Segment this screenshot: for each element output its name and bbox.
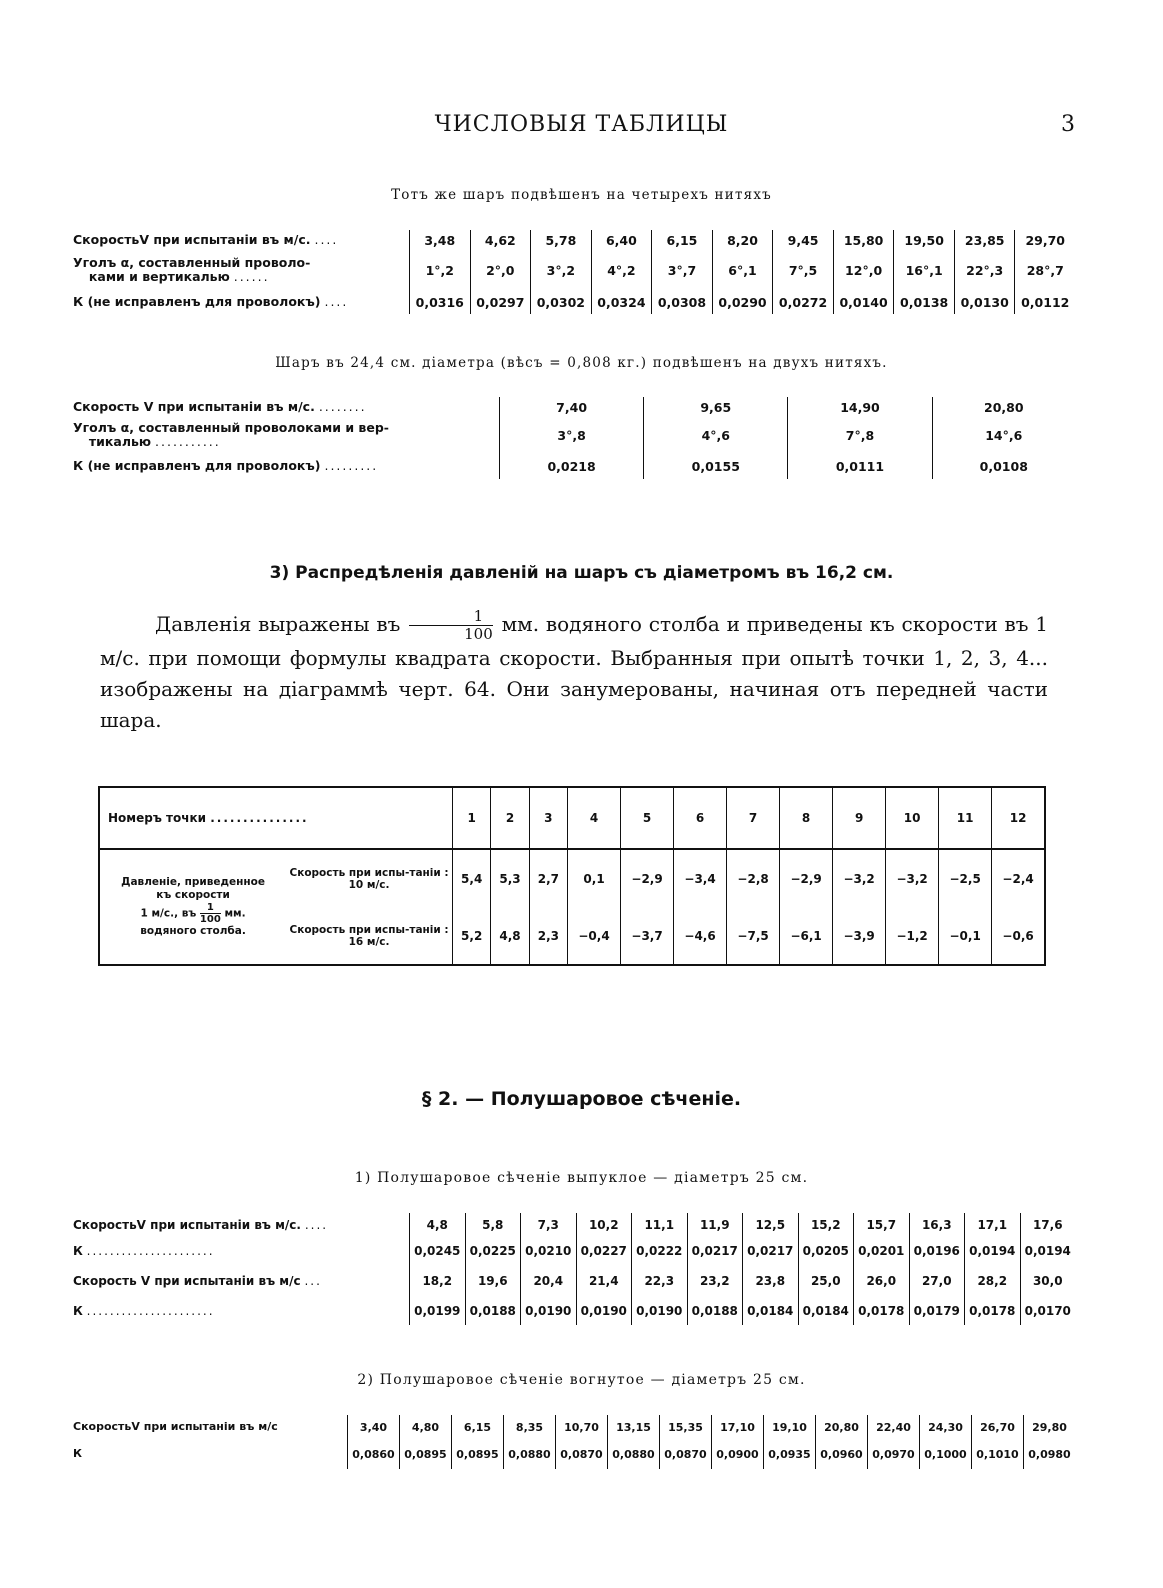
cell: 5,4	[453, 849, 491, 908]
cell: 0,0138	[894, 290, 955, 314]
cell: 0,0184	[798, 1297, 854, 1325]
cell: 7,40	[500, 397, 644, 417]
cell: 17,10	[712, 1415, 764, 1439]
cell: 2,7	[529, 849, 567, 908]
point-number: 4	[568, 788, 621, 849]
cell: 0,0217	[743, 1237, 799, 1265]
cell: 0,0178	[854, 1297, 910, 1325]
cell: 23,8	[743, 1265, 799, 1297]
cell: 0,0960	[816, 1439, 868, 1469]
cell: 22°,3	[954, 250, 1015, 290]
cell: 6,15	[452, 1415, 504, 1439]
cell: 26,70	[972, 1415, 1024, 1439]
cell: 27,0	[909, 1265, 965, 1297]
cell: 20,4	[521, 1265, 577, 1297]
point-number: 2	[491, 788, 529, 849]
cell: −3,4	[674, 849, 727, 908]
cell: 6,15	[652, 230, 713, 250]
cell: 28,2	[965, 1265, 1021, 1297]
points-left-label	[100, 849, 286, 964]
cell: 16,3	[909, 1213, 965, 1237]
cell: 0,0980	[1024, 1439, 1076, 1469]
cell: 28°,7	[1015, 250, 1075, 290]
cell: 0,0870	[556, 1439, 608, 1469]
cell: 17,1	[965, 1213, 1021, 1237]
cell: 6,40	[591, 230, 652, 250]
convex-k-label-b: К	[73, 1304, 83, 1318]
cell: 0,0111	[788, 453, 932, 479]
cell: 7,3	[521, 1213, 577, 1237]
cell: 0,0201	[854, 1237, 910, 1265]
cell: 0,0130	[954, 290, 1015, 314]
table1-angle-label-2: ками и вертикалью	[88, 269, 230, 284]
cell: −3,9	[833, 908, 886, 964]
cell: 4,8	[491, 908, 529, 964]
cell: 0,0140	[833, 290, 894, 314]
cell: 0,0190	[576, 1297, 632, 1325]
cell: 20,80	[816, 1415, 868, 1439]
cell: 0,0316	[410, 290, 471, 314]
cell: 0,1000	[920, 1439, 972, 1469]
cell: 0,0900	[712, 1439, 764, 1469]
points-header-label: Номеръ точки	[108, 811, 207, 825]
cell: 7°,5	[773, 250, 834, 290]
cell: 0,0205	[798, 1237, 854, 1265]
table2-speed-row: Скорость V при испытаніи въ м/с. ........ 7,40 9,65 14,90 20,80	[70, 397, 1075, 417]
cell: 12°,0	[833, 250, 894, 290]
cell: 0,0210	[521, 1237, 577, 1265]
frac-num: 1	[200, 902, 221, 914]
cell: 0,0218	[500, 453, 644, 479]
cell: 19,10	[764, 1415, 816, 1439]
cell: 0,0112	[1015, 290, 1075, 314]
page-number: 3	[1061, 112, 1075, 137]
cell: 22,3	[632, 1265, 688, 1297]
table1-caption: Тотъ же шаръ подвѣшенъ на четырехъ нитяхъ	[391, 187, 772, 203]
cell: 0,0272	[773, 290, 834, 314]
concave-speed-row	[70, 1415, 1075, 1439]
cell: 0,0170	[1020, 1297, 1075, 1325]
cell: 0,0860	[348, 1439, 400, 1469]
cell: 9,45	[773, 230, 834, 250]
left-line: къ скорости	[156, 889, 230, 901]
cell: 24,30	[920, 1415, 972, 1439]
cell: 11,1	[632, 1213, 688, 1237]
cell: 21,4	[576, 1265, 632, 1297]
cell: 0,0188	[465, 1297, 521, 1325]
cell: 0,0194	[965, 1237, 1021, 1265]
page-title: ЧИСЛОВЫЯ ТАБЛИЦЫ	[434, 112, 729, 137]
cell: 0,0880	[608, 1439, 660, 1469]
fraction	[200, 902, 221, 925]
cell: 29,80	[1024, 1415, 1076, 1439]
cell: 3°,2	[531, 250, 592, 290]
frac-den: 100	[199, 914, 221, 925]
cell: 0,0308	[652, 290, 713, 314]
cell: 0,1	[568, 849, 621, 908]
cell: −0,4	[568, 908, 621, 964]
points-header-row: Номеръ точки ............... 1 2 3 4 5 6 7 8 9 10 11 12	[100, 788, 1044, 849]
convex-speed-row-b: Скорость V при испытаніи въ м/с ... 18,2 19,6 20,4 21,4 22,3 23,2 23,8 25,0 26,0 27,0 28,2 30,0	[70, 1265, 1075, 1297]
table2-angle-row: Уголъ α, составленный проволоками и вер- тикалью ........... 3°,8 4°,6 7°,8 14°,6	[70, 417, 1075, 453]
cell: 3,48	[410, 230, 471, 250]
speed-16-label: Скорость при испы-таніи : 16 м/с.	[289, 923, 449, 948]
cell: 0,0178	[965, 1297, 1021, 1325]
cell: −2,9	[621, 849, 674, 908]
cell: −3,2	[833, 849, 886, 908]
convex-speed-label-b: Скорость V при испытаніи въ м/с	[73, 1274, 301, 1288]
cell: −2,4	[992, 849, 1044, 908]
point-number: 10	[886, 788, 939, 849]
cell: 15,80	[833, 230, 894, 250]
cell: 4,8	[410, 1213, 466, 1237]
cell: 23,85	[954, 230, 1015, 250]
concave-table	[70, 1415, 1075, 1469]
cell: 0,0184	[743, 1297, 799, 1325]
cell: 0,0190	[632, 1297, 688, 1325]
cell: 30,0	[1020, 1265, 1075, 1297]
table1-angle-row: Уголъ α, составленный проволо- ками и вертикалью ...... 1°,2 2°,0 3°,2 4°,2 3°,7 6°,1 7°,5 12°,0 16°,1 22°,3 28°,7	[70, 250, 1075, 290]
cell: 16°,1	[894, 250, 955, 290]
cell: 0,0895	[452, 1439, 504, 1469]
cell: 5,8	[465, 1213, 521, 1237]
table1	[70, 230, 1075, 314]
cell: 3°,8	[500, 417, 644, 453]
cell: 8,20	[712, 230, 773, 250]
cell: 0,0302	[531, 290, 592, 314]
cell: 0,0222	[632, 1237, 688, 1265]
cell: 12,5	[743, 1213, 799, 1237]
convex-speed-row-a: СкоростьV при испытаніи въ м/с. .... 4,8 5,8 7,3 10,2 11,1 11,9 12,5 15,2 15,7 16,3 17,1 17,6	[70, 1213, 1075, 1237]
cell: −0,1	[939, 908, 992, 964]
cell: 10,70	[556, 1415, 608, 1439]
cell: 0,0155	[644, 453, 788, 479]
cell: 25,0	[798, 1265, 854, 1297]
cell: 2°,0	[470, 250, 531, 290]
point-number: 5	[621, 788, 674, 849]
table2-angle-label-2: тикалью	[88, 434, 152, 449]
cell: 0,0227	[576, 1237, 632, 1265]
cell: 7°,8	[788, 417, 932, 453]
cell: 5,2	[453, 908, 491, 964]
cell: −2,8	[727, 849, 780, 908]
cell: 15,35	[660, 1415, 712, 1439]
cell: 0,0194	[1020, 1237, 1075, 1265]
cell: 4°,2	[591, 250, 652, 290]
point-number: 12	[992, 788, 1044, 849]
cell: 4°,6	[644, 417, 788, 453]
cell: 0,0188	[687, 1297, 743, 1325]
cell: 0,0108	[932, 453, 1075, 479]
cell: −7,5	[727, 908, 780, 964]
cell: 19,6	[465, 1265, 521, 1297]
cell: 1°,2	[410, 250, 471, 290]
cell: 19,50	[894, 230, 955, 250]
cell: 5,78	[531, 230, 592, 250]
cell: −0,6	[992, 908, 1044, 964]
cell: 14°,6	[932, 417, 1075, 453]
table1-speed-row: СкоростьV при испытаніи въ м/с. .... 3,48 4,62 5,78 6,40 6,15 8,20 9,45 15,80 19,50 23,85 29,70	[70, 230, 1075, 250]
cell: 0,0199	[410, 1297, 466, 1325]
cell: 9,65	[644, 397, 788, 417]
cell: −3,7	[621, 908, 674, 964]
point-number: 3	[529, 788, 567, 849]
table2-speed-label: Скорость V при испытаніи въ м/с.	[73, 399, 315, 414]
section2-title: § 2. — Полушаровое сѣченіе.	[421, 1088, 742, 1110]
cell: 0,1010	[972, 1439, 1024, 1469]
cell: 14,90	[788, 397, 932, 417]
cell: −1,2	[886, 908, 939, 964]
cell: 18,2	[410, 1265, 466, 1297]
convex-caption: 1) Полушаровое сѣченіе выпуклое — діаметръ 25 см.	[354, 1170, 809, 1186]
cell: 0,0190	[521, 1297, 577, 1325]
cell: 6°,1	[712, 250, 773, 290]
cell: 4,62	[470, 230, 531, 250]
convex-k-row-b: К ...................... 0,0199 0,0188 0,0190 0,0190 0,0190 0,0188 0,0184 0,0184 0,0178 0,0179 0,0178 0,0170	[70, 1297, 1075, 1325]
table1-k-row: К (не исправленъ для проволокъ) .... 0,0316 0,0297 0,0302 0,0324 0,0308 0,0290 0,0272 0,0140 0,0138 0,0130 0,0112	[70, 290, 1075, 314]
cell: −3,2	[886, 849, 939, 908]
point-number: 1	[453, 788, 491, 849]
cell: 0,0935	[764, 1439, 816, 1469]
table2-caption: Шаръ въ 24,4 см. діаметра (вѣсъ = 0,808 кг.) подвѣшенъ на двухъ нитяхъ.	[275, 355, 888, 371]
table2	[70, 397, 1075, 479]
table1-speed-label: СкоростьV при испытаніи въ м/с.	[73, 232, 311, 247]
cell: 0,0895	[400, 1439, 452, 1469]
left-line: мм.	[224, 907, 246, 920]
point-number: 11	[939, 788, 992, 849]
cell: −6,1	[780, 908, 833, 964]
cell: 0,0179	[909, 1297, 965, 1325]
frac-den: 100	[464, 625, 493, 643]
table2-k-row: К (не исправленъ для проволокъ) ......... 0,0218 0,0155 0,0111 0,0108	[70, 453, 1075, 479]
left-line: 1 м/с., въ	[140, 907, 197, 920]
cell: 29,70	[1015, 230, 1075, 250]
cell: 13,15	[608, 1415, 660, 1439]
cell: 0,0196	[909, 1237, 965, 1265]
cell: 20,80	[932, 397, 1075, 417]
cell: 0,0217	[687, 1237, 743, 1265]
cell: 11,9	[687, 1213, 743, 1237]
cell: 0,0297	[470, 290, 531, 314]
convex-k-label: К	[73, 1244, 83, 1258]
cell: 0,0870	[660, 1439, 712, 1469]
convex-speed-label: СкоростьV при испытаніи въ м/с.	[73, 1218, 301, 1232]
cell: 22,40	[868, 1415, 920, 1439]
concave-k-label: К	[73, 1447, 82, 1460]
para-text-2: мм. водяного столба и приведены къ скорости въ 1 м/с. при помощи формулы квадрата скорости. Выбранныя при опытѣ точки 1, 2, 3, 4... изображены на діаграммѣ черт. 64. Они занумерованы, начиная отъ передней части шара.	[100, 612, 1048, 732]
speed-10-label: Скорость при испы-таніи : 10 м/с.	[289, 866, 449, 891]
cell: 17,6	[1020, 1213, 1075, 1237]
convex-table	[70, 1213, 1075, 1325]
frac-num: 1	[409, 608, 493, 626]
cell: 8,35	[504, 1415, 556, 1439]
cell: 15,2	[798, 1213, 854, 1237]
cell: 0,0970	[868, 1439, 920, 1469]
cell: 15,7	[854, 1213, 910, 1237]
cell: 10,2	[576, 1213, 632, 1237]
cell: −4,6	[674, 908, 727, 964]
cell: 3,40	[348, 1415, 400, 1439]
section3-title: 3) Распредѣленія давленій на шаръ съ діаметромъ въ 16,2 см.	[269, 563, 894, 583]
section3-paragraph	[100, 608, 1048, 736]
cell: 0,0225	[465, 1237, 521, 1265]
cell: −2,5	[939, 849, 992, 908]
table1-angle-label: Уголъ α, составленный проволо-	[73, 255, 311, 270]
cell: 23,2	[687, 1265, 743, 1297]
points-table	[98, 786, 1046, 966]
cell: 5,3	[491, 849, 529, 908]
cell: 0,0290	[712, 290, 773, 314]
table2-angle-label: Уголъ α, составленный проволоками и вер-	[73, 420, 389, 435]
cell: 26,0	[854, 1265, 910, 1297]
cell: 0,0880	[504, 1439, 556, 1469]
para-text: Давленія выражены въ	[155, 612, 401, 636]
cell: −2,9	[780, 849, 833, 908]
point-number: 7	[727, 788, 780, 849]
table2-k-label: К (не исправленъ для проволокъ)	[73, 458, 321, 473]
fraction	[409, 608, 493, 643]
cell: 2,3	[529, 908, 567, 964]
concave-speed-label: СкоростьV при испытаніи въ м/с	[73, 1420, 278, 1433]
convex-k-row-a: К ...................... 0,0245 0,0225 0,0210 0,0227 0,0222 0,0217 0,0217 0,0205 0,0201 0,0196 0,0194 0,0194	[70, 1237, 1075, 1265]
concave-caption: 2) Полушаровое сѣченіе вогнутое — діаметръ 25 см.	[357, 1372, 806, 1388]
concave-k-row	[70, 1439, 1075, 1469]
cell: 3°,7	[652, 250, 713, 290]
point-number: 6	[674, 788, 727, 849]
left-line: водяного столба.	[140, 925, 246, 937]
point-number: 9	[833, 788, 886, 849]
points-row-10	[100, 849, 1044, 908]
cell: 0,0324	[591, 290, 652, 314]
cell: 0,0245	[410, 1237, 466, 1265]
left-line: Давленіе, приведенное	[121, 876, 265, 888]
table1-k-label: К (не исправленъ для проволокъ)	[73, 294, 321, 309]
cell: 4,80	[400, 1415, 452, 1439]
point-number: 8	[780, 788, 833, 849]
